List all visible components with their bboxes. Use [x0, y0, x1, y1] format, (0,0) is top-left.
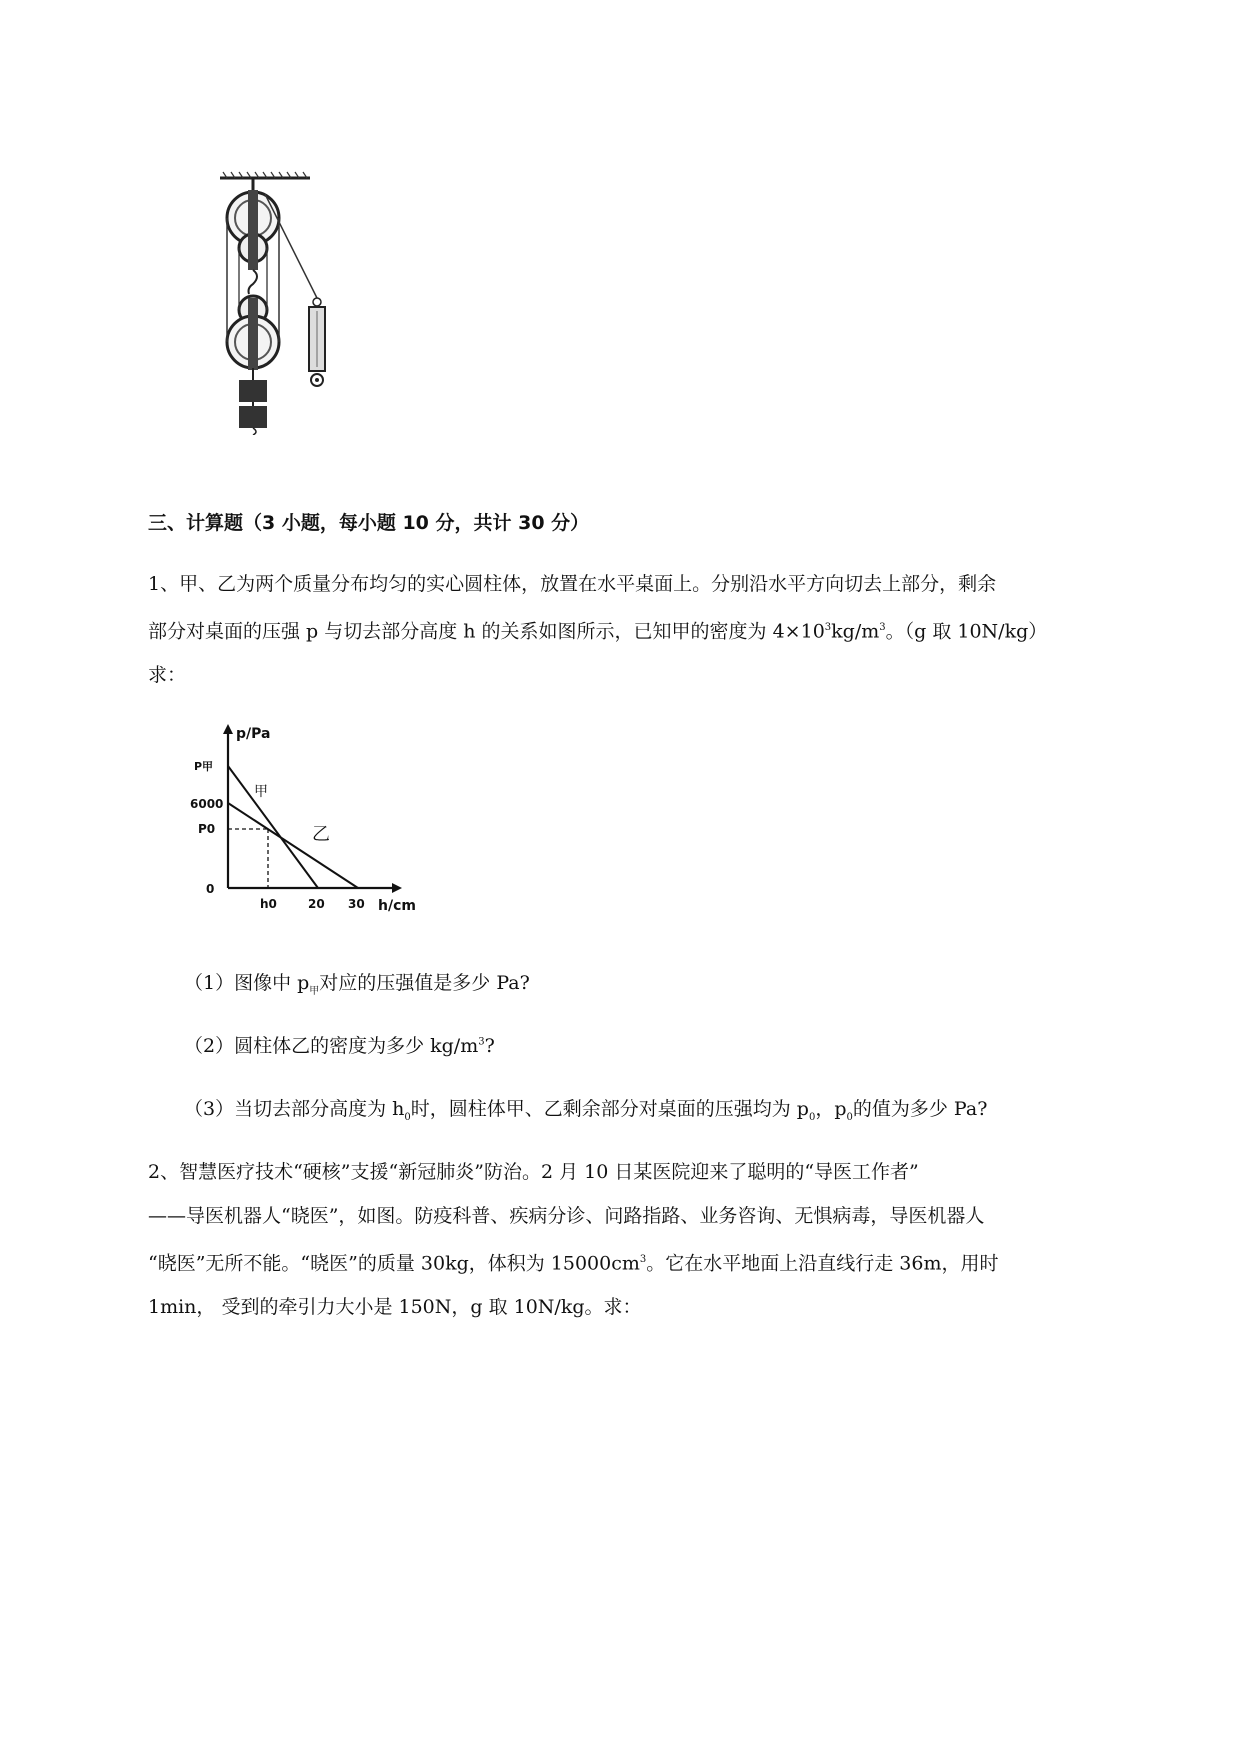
section-title: 三、计算题（3 小题，每小题 10 分，共计 30 分） — [148, 512, 590, 534]
question-1 — [148, 562, 1168, 697]
line-label-yi: 乙 — [312, 824, 330, 845]
y-axis-label: p/Pa — [236, 726, 271, 742]
question-2-line-4: 1min， 受到的牵引力大小是 150N，g 取 10N/kg。求： — [148, 1296, 642, 1319]
pressure-height-graph — [188, 718, 428, 918]
x-tick-30: 30 — [348, 897, 365, 911]
sub-question-1: （1）图像中 $p_甲$对应的压强值是多少 Pa? — [184, 972, 530, 997]
sub-question-2: （2）圆柱体乙的密度为多少 $kg/m^3$? — [184, 1035, 495, 1057]
question-1-line-2: 部分对桌面的压强 p 与切去部分高度 h 的关系如图所示，已知甲的密度为 $4\times 10^3kg/m^3$。（g 取 10N/kg） — [148, 620, 1048, 643]
line-label-jia: 甲 — [254, 784, 268, 800]
x-tick-20: 20 — [308, 897, 325, 911]
question-2-line-1: 2、智慧医疗技术“硬核”支援“新冠肺炎”防治。2 月 10 日某医院迎来了聪明的“导医工作者” — [148, 1161, 919, 1183]
question-2-line-3: “晓医”无所不能。“晓医”的质量 30kg，体积为 $15000cm^3$。它在水平地面上沿直线行走 36m，用时 — [148, 1252, 999, 1275]
question-2-line-2: ——导医机器人“晓医”，如图。防疫科普、疾病分诊、问路指路、业务咨询、无惧病毒，导医机器人 — [148, 1205, 985, 1227]
line-yi — [228, 803, 358, 888]
y-tick-p-jia: P甲 — [194, 760, 214, 773]
y-tick-6000: 6000 — [190, 797, 224, 811]
y-tick-p0: P0 — [198, 822, 216, 836]
y-axis-arrow — [223, 724, 233, 734]
pulley-system-figure — [205, 170, 345, 435]
x-axis-arrow — [392, 883, 402, 893]
question-1-line-3: 求： — [148, 664, 187, 687]
question-1-line-1: 1、甲、乙为两个质量分布均匀的实心圆柱体，放置在水平桌面上。分别沿水平方向切去上部分，剩余 — [148, 573, 997, 595]
sub-question-3: （3）当切去部分高度为 $h_0$时，圆柱体甲、乙剩余部分对桌面的压强均为 $p_0$，$p_0$的值为多少 Pa? — [184, 1098, 988, 1123]
line-jia — [228, 766, 318, 888]
x-axis-label: h/cm — [378, 898, 416, 914]
x-tick-h0: h0 — [260, 897, 277, 911]
question-2 — [148, 1150, 1168, 1329]
y-tick-origin: 0 — [206, 882, 215, 896]
